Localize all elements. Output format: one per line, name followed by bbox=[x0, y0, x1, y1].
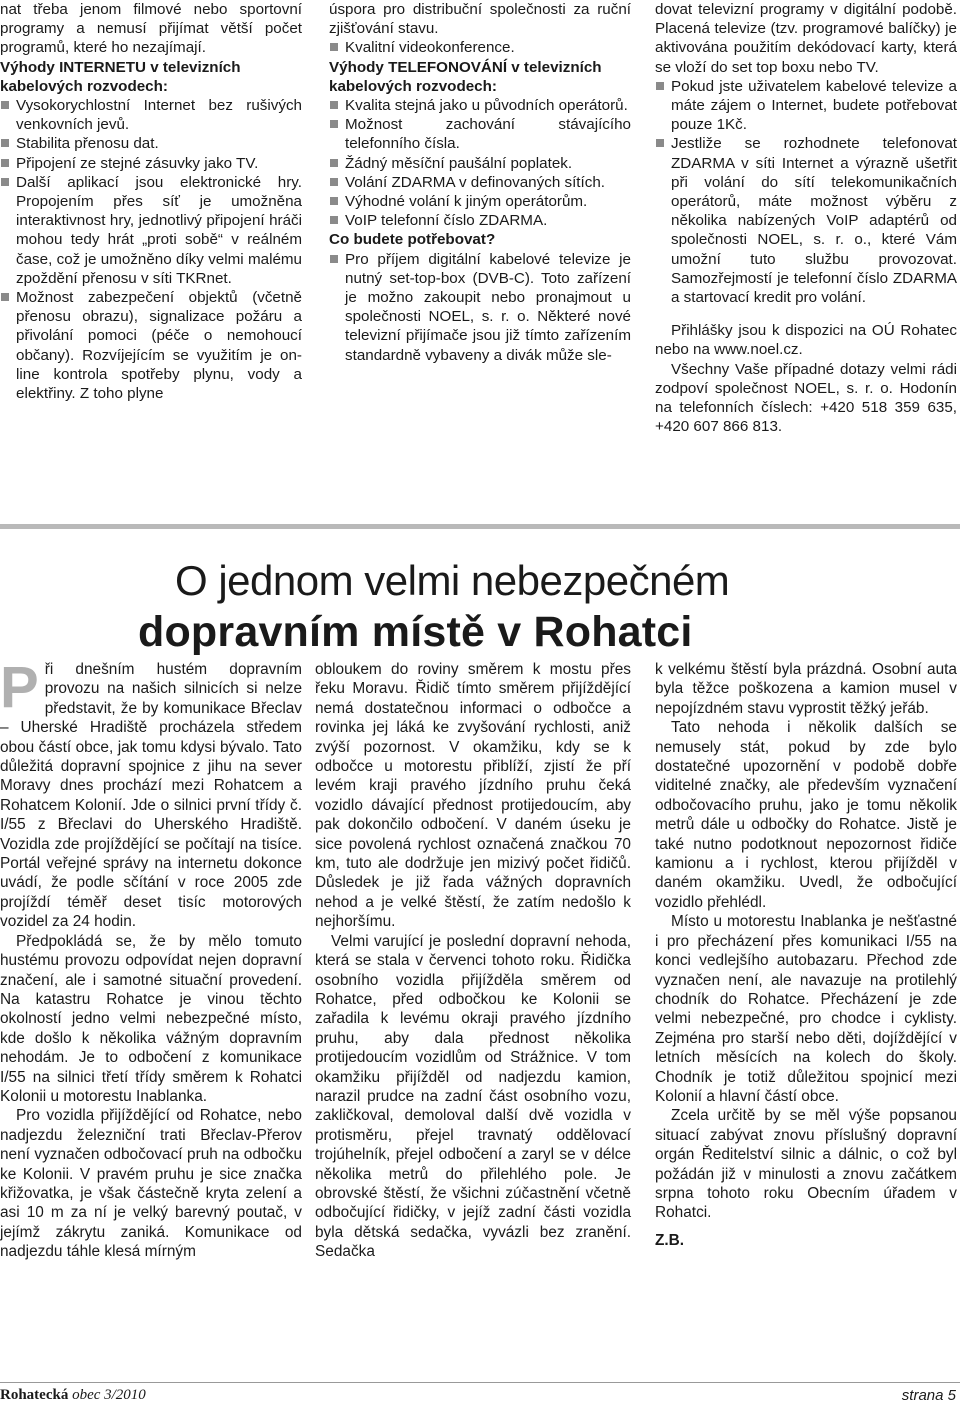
list-item: Možnost zabezpečení objektů (včetně přenosu obrazu), signalizace požáru a přivolání pomoci (péče o nemohoucí občany). Rozvíjejícím se využitím je on-line kontrola spotřeby plynu, vody a elektřiny. Z toho plyne bbox=[0, 288, 302, 403]
list-item: Volání ZDARMA v definovaných sítích. bbox=[329, 173, 631, 192]
article-paragraph: Místo u motorestu Inablanka je nešťastné i pro přecházení přes komunikaci I/55 na konci vedlejšího autobazaru. Přechod zde vyznačen není, ale navazuje na protilehlý chodník do Rohatce. Přecházení je zde velmi nebezpečné, pro chodce i cyklisty. Zejména pro starší nebo děti, dojíždějící v letních měsících na kolech do školy. Chodník je totiž důležitou spojnicí mezi Kolonií a hlavní částí obce. bbox=[655, 913, 957, 1105]
col3-continued: dovat televizní programy v digitální podobě. Placená televize (tzv. programové balíčky) je aktivována použitím dekódovací karty, která se vloží do set top boxu nebo TV. bbox=[655, 1, 957, 76]
telephony-benefits-list bbox=[329, 96, 631, 230]
author-signature: Z.B. bbox=[655, 1231, 685, 1249]
list-item: Kvalitní videokonference. bbox=[329, 38, 631, 57]
list-item: Další aplikací jsou elektronické hry. Propojením přes síť je umožněna interaktivnost hry, jednotlivý připojení hráči mohou tedy hrát „proti sobě“ v reálném čase, což je umožněno díky velmi malému zpoždění přenosu v síti TKRnet. bbox=[0, 173, 302, 288]
article-column-2 bbox=[315, 660, 631, 1262]
article-column-1 bbox=[0, 655, 302, 1262]
list-item: Pokud jste uživatelem kabelové televize a máte zájem o Internet, budete potřebovat pouze 1Kč. bbox=[655, 77, 957, 135]
article-column-3 bbox=[655, 660, 957, 1250]
applications-note: Přihlášky jsou k dispozici na OÚ Rohatec nebo na www.noel.cz. bbox=[655, 322, 957, 359]
requirements-list-continued bbox=[655, 77, 957, 307]
requirements-list bbox=[329, 250, 631, 365]
drop-cap: P bbox=[0, 655, 39, 720]
list-item: Žádný měsíční paušální poplatek. bbox=[329, 154, 631, 173]
article-paragraph: Tato nehoda i několik dalších se nemusely stát, pokud by zde bylo dostatečné upozornění v podobě dobře viditelné značky, ale především vyznačení odbočovacího pruhu, jako je tomu několik metrů dále u odbočky do Rohatce. Jistě je také nutno podotknout nepozornost řidiče kamionu a i rychlost, kterou přijížděl v daném okamžiku. Uvedl, že odbočující vozidlo přehlédl. bbox=[655, 719, 957, 911]
article-paragraph: Velmi varující je poslední dopravní nehoda, která se stala v červenci tohoto roku. Řidička osobního vozidla přijížděla směrem od Rohatce, před odbočkou ke Kolonii se zařadila k levému okraji pravého jízdního pruhu, aby dala přednost několika protijedoucím vozidlům od Strážnice. V tom okamžiku přijížděl od nadjezdu kamion, narazil prudce na zadní část osobního vozu, zakličkoval, demoloval další dvě vozidla v protisměru, přejel travnatý oddělovací trojúhelník, přejel odbočení a zaryl se v délce několika metrů do přilehlého pole. Je obrovské štěstí, že všichni zúčastnění včetně odbočující řidičky, v jejíž zadní části vozidla byla dětská sedačka, vyvázli bez zranění. Sedačka bbox=[315, 932, 631, 1261]
list-item: VoIP telefonní číslo ZDARMA. bbox=[329, 211, 631, 230]
list-item: Kvalita stejná jako u původních operátorů. bbox=[329, 96, 631, 115]
article-paragraph: ři dnešním hustém dopravním provozu na našich silnicích si nelze představit, že by komunikace Břeclav – Uherské Hradiště procházela středem obou částí obce, jak tomu kdysi bývalo. Tato důležitá dopravní spojnice z jihu na sever Moravy dnes prochází mezi Rohatcem a Rohatcem Kolonií. Jde o silnici první třídy č. I/55 z Břeclavi do Uherského Hradiště. Vozidla zde projíždějící se počítají na tisíce. Portál veřejné správy na internetu dokonce uvádí, že podle sčítání v roce 2005 zde projíždí téměř deset tisíc motorových vozidel za 24 hodin. bbox=[0, 661, 302, 931]
requirements-heading: Co budete potřebovat? bbox=[329, 231, 496, 249]
column-internet bbox=[0, 0, 302, 403]
internet-benefits-list bbox=[0, 96, 302, 403]
list-item: Připojení ze stejné zásuvky jako TV. bbox=[0, 154, 302, 173]
column-requirements bbox=[655, 0, 957, 436]
article-paragraph: obloukem do roviny směrem k mostu přes řeku Moravu. Řidič tímto směrem přijíždějící nemá dostatečnou informaci o odbočce a rovinka jej láká ke zvyšování rychlosti, aniž zvýší pozornost. V okamžiku, kdy se k odbočce u motorestu přiblíží, zjistí že pří levém kraji pravého jízdního pruhu čeká vozidlo dávající přednost protijedoucím, aby pak dokončilo odbočení. V daném úseku je sice povolená rychlost označená značkou 70 km, tuto ale dodržuje jen mizivý počet řidičů. Důsledek je již řada vážných dopravních nehod a je velké štěstí, že zatím nedošlo k nejhoršímu. bbox=[315, 661, 631, 931]
contact-note: Všechny Vaše případné dotazy velmi rádi zodpoví společnost NOEL, s. r. o. Hodonín na telefonních číslech: +420 518 359 635, +420 607 866 813. bbox=[655, 360, 957, 436]
list-item: Vysokorychlostní Internet bez rušivých venkovních jevů. bbox=[0, 96, 302, 134]
article-paragraph: Zcela určitě by se měl výše popsanou situací zabývat znovu příslušný dopravní orgán Ředitelství silnic a dálnic, o což byl požádán již v minulosti a znovu začátkem srpna tohoto roku Obecním úřadem v Rohatci. bbox=[655, 1107, 957, 1222]
publication-name bbox=[0, 1387, 146, 1404]
article-title-line2: dopravním místě v Rohatci bbox=[138, 608, 693, 656]
list-item: Stabilita přenosu dat. bbox=[0, 134, 302, 153]
publication-title: Rohatecká bbox=[0, 1387, 69, 1403]
list-item: Výhodné volání k jiným operátorům. bbox=[329, 192, 631, 211]
article-paragraph: Pro vozidla přijíždějící od Rohatce, nebo nadjezdu železniční trati Břeclav-Přerov není vyznačen odbočovací pruh na odbočku ke Kolonii. V pravém pruhu je sice značka křižovatka, je však částečně kryta zelení a asi 10 m za ní je velký barevný poutač, v jejímž zákrytu zaniká. Komunikace od nadjezdu táhle klesá mírným bbox=[0, 1107, 302, 1261]
article-paragraph: k velkému štěstí byla prázdná. Osobní auta byla těžce poškozena a kamion musel v nepojízdném stavu vyprostit těžký jeřáb. bbox=[655, 661, 957, 717]
col2-continued: úspora pro distribuční společnosti za ruční zjišťování stavu. bbox=[329, 1, 631, 38]
internet-benefits-heading: Výhody INTERNETU v televizních kabelových rozvodech: bbox=[0, 58, 241, 95]
extra-benefits-list bbox=[329, 38, 631, 57]
article-title-line1: O jednom velmi nebezpečném bbox=[175, 557, 730, 604]
column-telephony bbox=[329, 0, 631, 365]
list-item: Jestliže se rozhodnete telefonovat ZDARMA v síti Internet a výrazně ušetřit při volání do sítí telekomunikačních operátorů, máte možnost výběru z několika nabízených VoIP adaptérů od společnosti NOEL, s. r. o., které Vám umožní tuto službu provozovat. Samozřejmostí je telefonní číslo ZDARMA a startovací kredit pro volání. bbox=[655, 134, 957, 307]
article-paragraph: Předpokládá se, že by mělo tomuto hustému provozu odpovídat nejen dopravní značení, ale i samotné situační provedení. Na katastru Rohatce je vinou těchto okolností jedno velmi nebezpečné místo, kde došlo k několika vážným dopravním nehodám. Je to odbočení z komunikace I/55 na silnici třetí třídy směrem k Rohatci Kolonii u motorestu Inablanka. bbox=[0, 932, 302, 1105]
page-number: strana 5 bbox=[901, 1387, 956, 1404]
list-item: Možnost zachování stávajícího telefonního čísla. bbox=[329, 115, 631, 153]
section-divider bbox=[0, 524, 960, 529]
publication-issue: obec 3/2010 bbox=[72, 1387, 146, 1403]
telephony-benefits-heading: Výhody TELEFONOVÁNÍ v televizních kabelových rozvodech: bbox=[329, 58, 602, 95]
col1-intro: nat třeba jenom filmové nebo sportovní programy a nemusí přijímat větší počet programů, které ho nezajímají. bbox=[0, 1, 302, 57]
list-item: Pro příjem digitální kabelové televize je nutný set-top-box (DVB-C). Toto zařízení je možno zakoupit nebo pronajmout u společnosti NOEL, s. r. o. Některé nové televizní přijímače jsou již tímto zařízením standardně vybaveny a divák může sle- bbox=[329, 250, 631, 365]
page-footer bbox=[0, 1382, 960, 1409]
